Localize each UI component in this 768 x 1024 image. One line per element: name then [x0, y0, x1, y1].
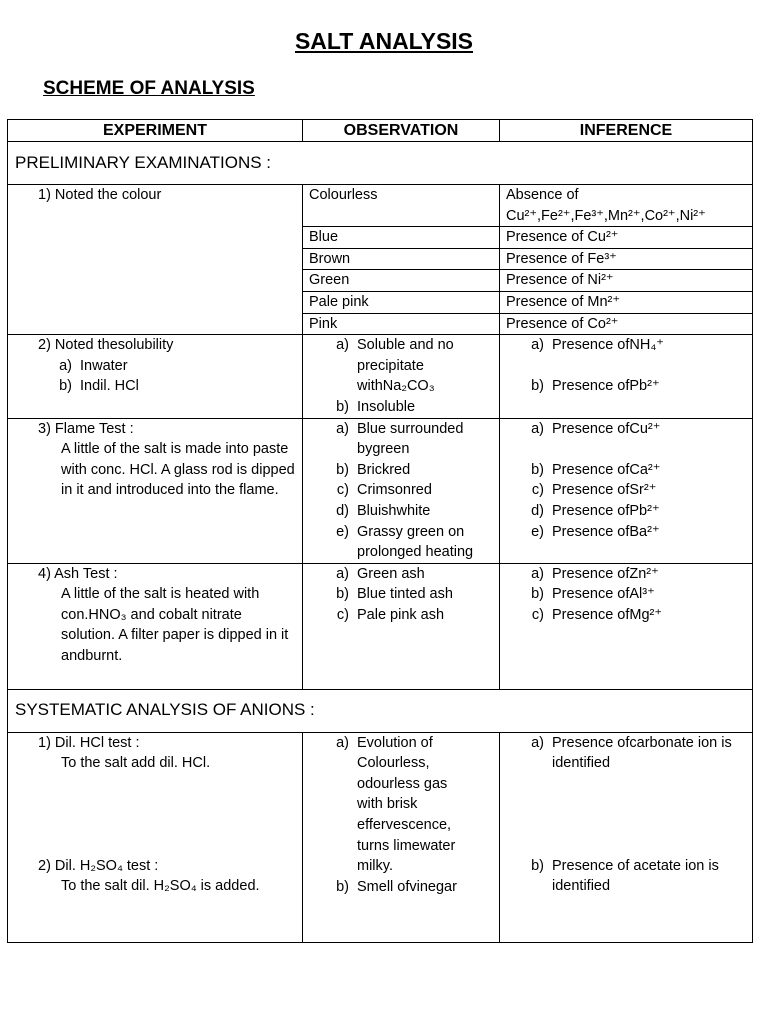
list-item	[323, 605, 495, 626]
list-text: Smell ofvinegar	[357, 878, 457, 895]
list-marker: e)	[531, 523, 544, 540]
experiment-description: To the salt add dil. HCl.	[61, 755, 211, 772]
experiment-cell	[8, 185, 303, 335]
observation-list	[323, 419, 495, 563]
list-marker: b)	[336, 461, 349, 478]
list-marker: e)	[336, 523, 349, 540]
list-item	[323, 335, 495, 397]
inference-cell	[500, 732, 753, 942]
observation-cell	[303, 563, 500, 689]
list-item	[518, 419, 748, 440]
list-text: Bluishwhite	[357, 502, 431, 519]
list-marker: c)	[336, 482, 349, 499]
list-marker: b)	[531, 586, 544, 603]
list-text: Crimsonred	[357, 482, 432, 499]
spacer	[38, 774, 298, 856]
list-text: Presence ofPb²⁺	[552, 378, 660, 395]
observation-list	[323, 335, 495, 417]
list-marker: a)	[336, 565, 349, 582]
analysis-table	[7, 119, 753, 943]
list-item	[323, 584, 495, 605]
list-marker: b)	[531, 857, 544, 874]
section-anions	[8, 689, 753, 732]
inference-list	[518, 419, 748, 543]
observation-cell: Brown	[303, 248, 500, 270]
list-marker: d)	[336, 502, 349, 519]
list-marker: b)	[336, 586, 349, 603]
list-text: Soluble and no precipitate withNa₂CO₃	[357, 337, 454, 395]
spacer	[518, 439, 748, 460]
list-marker: d)	[531, 502, 544, 519]
observation-cell: Colourless	[303, 185, 500, 227]
list-text: Grassy green on prolonged heating	[357, 523, 474, 561]
inference-cell	[500, 418, 753, 563]
list-marker: a)	[531, 565, 544, 582]
observation-cell: Green	[303, 270, 500, 292]
list-text: Inwater	[80, 357, 128, 374]
list-text: Evolution of Colourless, odourless gas with brisk effervescence, turns limewater milky.	[357, 734, 456, 875]
list-marker: a)	[59, 357, 72, 374]
list-item	[323, 733, 495, 877]
list-marker: b)	[336, 878, 349, 895]
list-text: Presence of acetate ion is identified	[552, 857, 719, 895]
experiment-title: 1) Noted the colour	[38, 187, 162, 203]
inference-cell	[500, 335, 753, 418]
list-item	[518, 584, 748, 605]
list-text: Presence ofZn²⁺	[552, 565, 659, 582]
inference-line: Absence of	[506, 187, 579, 203]
list-text: Pale pink ash	[357, 606, 445, 623]
list-marker: c)	[531, 606, 544, 623]
list-text: Brickred	[357, 461, 411, 478]
list-marker: b)	[531, 461, 544, 478]
list-text: Blue tinted ash	[357, 586, 453, 603]
list-item	[518, 522, 748, 543]
inference-list	[518, 733, 748, 897]
list-text: Presence ofCu²⁺	[552, 420, 661, 437]
list-marker: a)	[531, 734, 544, 751]
list-text: Presence ofBa²⁺	[552, 523, 660, 540]
list-marker: b)	[336, 398, 349, 415]
experiment-cell	[8, 563, 303, 689]
list-item	[46, 356, 298, 377]
list-text: Presence ofNH₄⁺	[552, 337, 664, 354]
header-inference: INFERENCE	[500, 120, 753, 142]
list-item	[323, 877, 495, 898]
observation-cell	[303, 418, 500, 563]
scheme-heading: SCHEME OF ANALYSIS	[43, 78, 255, 99]
list-marker: a)	[336, 734, 349, 751]
observation-cell: Pale pink	[303, 291, 500, 313]
header-experiment: EXPERIMENT	[8, 120, 303, 142]
list-marker: b)	[531, 378, 544, 395]
experiment-cell	[8, 732, 303, 942]
inference-cell: Presence of Cu²⁺	[500, 227, 753, 249]
section-title: SYSTEMATIC ANALYSIS OF ANIONS :	[8, 689, 753, 732]
observation-cell	[303, 732, 500, 942]
header-row	[8, 120, 753, 142]
list-item	[323, 501, 495, 522]
list-marker: a)	[336, 337, 349, 354]
table-row	[8, 563, 753, 689]
list-item	[323, 522, 495, 563]
list-item	[323, 397, 495, 418]
inference-cell	[500, 185, 753, 227]
experiment-description: To the salt dil. H₂SO₄ is added.	[61, 878, 260, 895]
list-marker: c)	[336, 606, 349, 623]
experiment-title: 3) Flame Test :	[38, 420, 134, 437]
list-item	[518, 733, 748, 774]
observation-cell	[303, 335, 500, 418]
inference-cell: Presence of Fe³⁺	[500, 248, 753, 270]
list-item	[518, 335, 748, 356]
table-row	[8, 732, 753, 942]
list-text: Presence ofcarbonate ion is identified	[552, 734, 732, 772]
list-item	[323, 480, 495, 501]
list-item	[518, 480, 748, 501]
inference-list	[518, 335, 748, 397]
observation-list	[323, 733, 495, 898]
list-marker: c)	[531, 482, 544, 499]
list-text: Insoluble	[357, 398, 416, 415]
list-item	[518, 376, 748, 397]
observation-cell: Blue	[303, 227, 500, 249]
observation-cell: Pink	[303, 313, 500, 335]
experiment-title: 1) Dil. HCl test :	[38, 734, 140, 751]
observation-list	[323, 564, 495, 626]
list-text: Green ash	[357, 565, 425, 582]
list-marker: a)	[336, 420, 349, 437]
list-item	[518, 564, 748, 585]
header-observation: OBSERVATION	[303, 120, 500, 142]
list-item	[518, 501, 748, 522]
list-item	[518, 605, 748, 626]
list-item	[323, 564, 495, 585]
list-marker: a)	[531, 337, 544, 354]
sub-list	[38, 356, 298, 397]
spacer	[518, 774, 748, 856]
inference-cell: Presence of Co²⁺	[500, 313, 753, 335]
list-text: Presence ofPb²⁺	[552, 502, 660, 519]
list-item	[46, 376, 298, 397]
inference-line: Cu²⁺,Fe²⁺,Fe³⁺,Mn²⁺,Co²⁺,Ni²⁺	[506, 207, 706, 224]
spacer	[518, 356, 748, 377]
list-item	[518, 460, 748, 481]
experiment-cell	[8, 335, 303, 418]
section-preliminary	[8, 142, 753, 185]
table-row	[8, 418, 753, 563]
list-text: Presence ofSr²⁺	[552, 482, 657, 499]
list-item	[323, 419, 495, 460]
table-row	[8, 185, 753, 227]
section-title: PRELIMINARY EXAMINATIONS :	[8, 142, 753, 185]
list-text: Indil. HCl	[80, 378, 139, 395]
inference-list	[518, 564, 748, 626]
list-text: Presence ofMg²⁺	[552, 606, 663, 623]
experiment-description: A little of the salt is heated with con.HNO₃ and cobalt nitrate solution. A filter paper is dipped in it andburnt.	[61, 586, 289, 665]
page-title: SALT ANALYSIS	[294, 28, 474, 54]
inference-cell: Presence of Ni²⁺	[500, 270, 753, 292]
list-text: Blue surrounded bygreen	[357, 420, 464, 458]
list-item	[323, 460, 495, 481]
experiment-title: 2) Noted thesolubility	[38, 337, 174, 354]
inference-cell	[500, 563, 753, 689]
inference-cell: Presence of Mn²⁺	[500, 291, 753, 313]
experiment-description: A little of the salt is made into paste with conc. HCl. A glass rod is dipped in it and introduced into the flame.	[61, 441, 295, 499]
list-item	[518, 856, 748, 897]
list-marker: b)	[59, 378, 72, 395]
experiment-title: 4) Ash Test :	[38, 565, 118, 582]
list-text: Presence ofCa²⁺	[552, 461, 661, 478]
experiment-cell	[8, 418, 303, 563]
list-marker: a)	[531, 420, 544, 437]
list-text: Presence ofAl³⁺	[552, 586, 655, 603]
experiment-title: 2) Dil. H₂SO₄ test :	[38, 857, 159, 874]
table-row	[8, 335, 753, 418]
